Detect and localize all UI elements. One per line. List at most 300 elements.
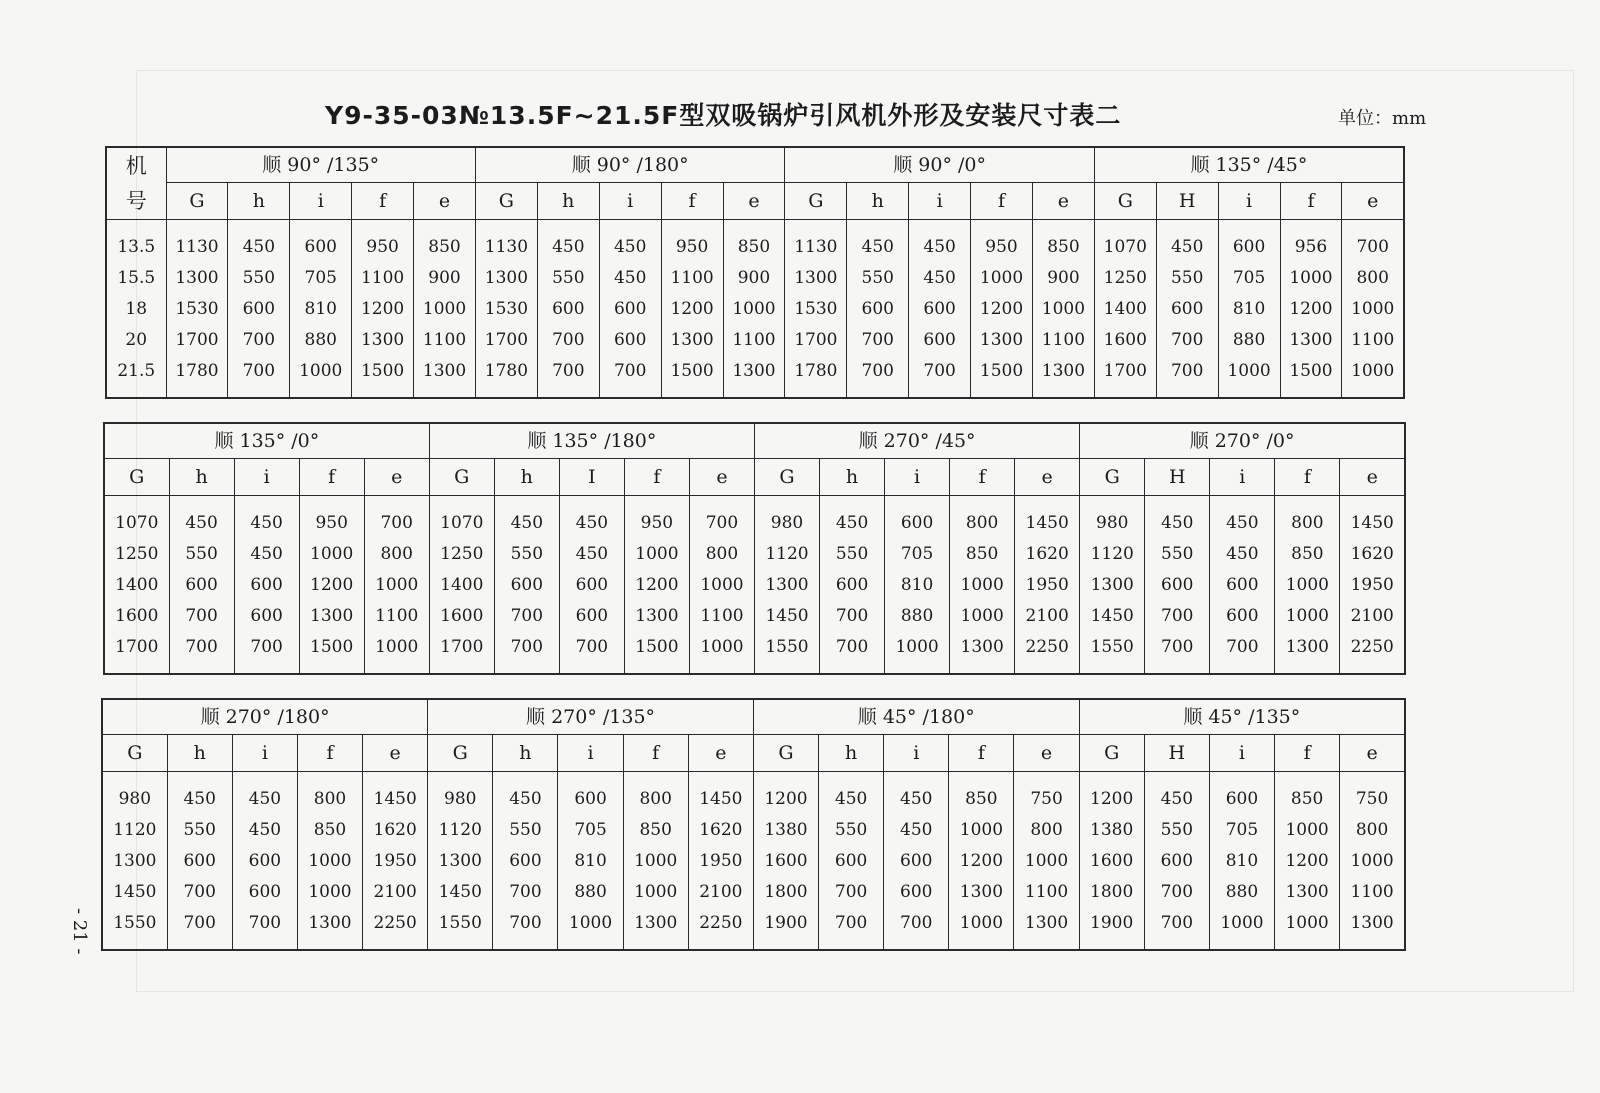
table-cell: 1400 (1094, 294, 1156, 325)
table-row (104, 570, 1405, 601)
table-cell: 700 (169, 632, 234, 674)
group-header-row (104, 423, 1405, 459)
table-cell: 1300 (1080, 570, 1145, 601)
parameter-header: i (599, 183, 661, 220)
table-cell: 800 (1275, 496, 1340, 540)
table-cell: 1300 (623, 908, 688, 950)
table-cell: 1300 (1014, 908, 1079, 950)
table-cell: 1300 (1275, 877, 1340, 908)
table-cell: 450 (820, 496, 885, 540)
table-cell: 1300 (661, 325, 723, 356)
group-header: 顺 45° /135° (1079, 699, 1405, 735)
table-cell: 700 (1144, 908, 1209, 950)
table-cell: 1000 (297, 877, 362, 908)
table-cell: 700 (847, 325, 909, 356)
table-cell: 1200 (949, 846, 1014, 877)
table-cell: 550 (169, 539, 234, 570)
table-cell: 450 (167, 772, 232, 816)
parameter-header: h (537, 183, 599, 220)
table-cell: 1120 (1080, 539, 1145, 570)
table-cell: 850 (723, 220, 785, 264)
unit-label: 单位：mm (1338, 108, 1427, 129)
table-cell: 850 (297, 815, 362, 846)
table-cell: 600 (1209, 772, 1274, 816)
table-cell: 1000 (1340, 846, 1405, 877)
table-cell: 1300 (949, 877, 1014, 908)
parameter-header: G (1079, 735, 1144, 772)
parameter-header: i (884, 735, 949, 772)
table-cell: 1600 (104, 601, 169, 632)
table-cell: 1450 (754, 601, 819, 632)
table-cell: 1500 (352, 356, 414, 398)
table-cell: 1000 (949, 908, 1014, 950)
parameter-header: h (167, 735, 232, 772)
table-cell: 600 (847, 294, 909, 325)
parameter-header-row (104, 459, 1405, 496)
parameter-header: h (228, 183, 290, 220)
table-cell: 880 (558, 877, 623, 908)
machine-header-char: 号 (125, 188, 147, 213)
table-cell: 980 (102, 772, 167, 816)
parameter-header: i (290, 183, 352, 220)
table-cell: 1600 (1094, 325, 1156, 356)
table-cell: 1000 (1275, 601, 1340, 632)
table-cell: 1300 (723, 356, 785, 398)
table-cell: 1250 (429, 539, 494, 570)
table-cell: 1300 (102, 846, 167, 877)
table-cell: 1800 (753, 877, 818, 908)
parameter-header: f (1275, 735, 1340, 772)
table-cell: 450 (909, 263, 971, 294)
parameter-header: h (493, 735, 558, 772)
table-cell: 1100 (661, 263, 723, 294)
table-cell: 700 (234, 632, 299, 674)
table-cell: 600 (1145, 570, 1210, 601)
parameter-header: f (299, 459, 364, 496)
table-cell: 1400 (104, 570, 169, 601)
table-cell: 1500 (661, 356, 723, 398)
table-cell: 450 (493, 772, 558, 816)
table-cell: 1000 (689, 570, 754, 601)
parameter-header: e (723, 183, 785, 220)
table-cell: 600 (232, 877, 297, 908)
parameter-header: h (494, 459, 559, 496)
parameter-header: G (1094, 183, 1156, 220)
table-cell: 450 (232, 772, 297, 816)
table-cell: 450 (559, 539, 624, 570)
table-cell: 2100 (1015, 601, 1080, 632)
parameter-header: f (661, 183, 723, 220)
table-cell: 600 (558, 772, 623, 816)
table-cell: 880 (1209, 877, 1274, 908)
table-cell: 700 (1145, 601, 1210, 632)
table-cell: 1700 (475, 325, 537, 356)
table-cell: 850 (1275, 539, 1340, 570)
parameter-header: e (688, 735, 753, 772)
dimension-table-1 (105, 146, 1405, 399)
group-header-row (102, 699, 1405, 735)
table-cell: 1200 (299, 570, 364, 601)
table-row (106, 263, 1404, 294)
table-cell: 1000 (290, 356, 352, 398)
table-cell: 600 (884, 846, 949, 877)
table-cell: 700 (847, 356, 909, 398)
table-cell: 700 (169, 601, 234, 632)
table-cell: 450 (884, 772, 949, 816)
parameter-header: f (950, 459, 1015, 496)
table-row (104, 539, 1405, 570)
table-cell: 600 (1210, 601, 1275, 632)
table-cell: 600 (537, 294, 599, 325)
parameter-header: G (475, 183, 537, 220)
table-cell: 1200 (753, 772, 818, 816)
table-cell: 700 (537, 325, 599, 356)
group-header: 顺 270° /135° (428, 699, 754, 735)
parameter-header: e (689, 459, 754, 496)
table-cell: 1600 (1079, 846, 1144, 877)
table-cell: 800 (1014, 815, 1079, 846)
table-cell: 600 (820, 570, 885, 601)
table-cell: 600 (909, 294, 971, 325)
table-cell: 850 (1032, 220, 1094, 264)
table-cell: 600 (885, 496, 950, 540)
parameter-header: f (971, 183, 1033, 220)
table-cell: 1250 (104, 539, 169, 570)
parameter-header: e (363, 735, 428, 772)
table-cell: 700 (559, 632, 624, 674)
table-cell: 1300 (475, 263, 537, 294)
table-cell: 600 (559, 601, 624, 632)
table-cell: 705 (1218, 263, 1280, 294)
parameter-header: i (232, 735, 297, 772)
table-cell: 1550 (754, 632, 819, 674)
document-title: Y9-35-03№13.5F~21.5F型双吸锅炉引风机外形及安装尺寸表二 (325, 101, 1122, 130)
table-cell: 600 (1218, 220, 1280, 264)
table-cell: 700 (364, 496, 429, 540)
group-header: 顺 135° /180° (429, 423, 754, 459)
table-cell: 1380 (753, 815, 818, 846)
table-cell: 1780 (785, 356, 847, 398)
parameter-header: G (1080, 459, 1145, 496)
parameter-header: f (1275, 459, 1340, 496)
table-row (104, 496, 1405, 540)
table-row (102, 908, 1405, 950)
table-cell: 1300 (1280, 325, 1342, 356)
table-cell: 1550 (428, 908, 493, 950)
table-cell: 600 (167, 846, 232, 877)
table-cell: 450 (234, 539, 299, 570)
table-cell: 550 (819, 815, 884, 846)
table-cell: 1300 (950, 632, 1015, 674)
group-header: 顺 90° /180° (475, 147, 784, 183)
table-cell: 1100 (364, 601, 429, 632)
table-cell: 600 (909, 325, 971, 356)
parameter-header: i (909, 183, 971, 220)
parameter-header: e (1342, 183, 1404, 220)
table-cell: 1300 (1340, 908, 1405, 950)
parameter-header: G (428, 735, 493, 772)
group-header: 顺 135° /45° (1094, 147, 1404, 183)
table-cell: 1100 (1014, 877, 1079, 908)
machine-number-cell: 13.5 (106, 220, 166, 264)
table-cell: 1700 (429, 632, 494, 674)
table-cell: 1000 (885, 632, 950, 674)
table-cell: 1500 (299, 632, 364, 674)
parameter-header: G (785, 183, 847, 220)
table-cell: 1450 (1080, 601, 1145, 632)
parameter-header: e (364, 459, 429, 496)
table-cell: 1000 (689, 632, 754, 674)
table-cell: 705 (558, 815, 623, 846)
table-cell: 450 (169, 496, 234, 540)
table-cell: 1700 (104, 632, 169, 674)
table-cell: 700 (167, 877, 232, 908)
table-cell: 1000 (624, 539, 689, 570)
table-cell: 1000 (414, 294, 476, 325)
table-cell: 880 (1218, 325, 1280, 356)
parameter-header: f (949, 735, 1014, 772)
machine-number-cell: 18 (106, 294, 166, 325)
table-cell: 450 (599, 263, 661, 294)
table-cell: 550 (167, 815, 232, 846)
table-cell: 1000 (1218, 356, 1280, 398)
table-cell: 600 (599, 325, 661, 356)
parameter-header: I (559, 459, 624, 496)
parameter-header: e (414, 183, 476, 220)
table-cell: 550 (1145, 539, 1210, 570)
table-cell: 1300 (1032, 356, 1094, 398)
table-cell: 750 (1014, 772, 1079, 816)
table-row (106, 356, 1404, 398)
table-cell: 800 (364, 539, 429, 570)
table-cell: 1700 (166, 325, 228, 356)
table-cell: 550 (537, 263, 599, 294)
table-row (102, 877, 1405, 908)
parameter-header: f (1280, 183, 1342, 220)
table-cell: 1500 (971, 356, 1033, 398)
table-cell: 1450 (1340, 496, 1405, 540)
table-cell: 980 (1080, 496, 1145, 540)
table-cell: 450 (884, 815, 949, 846)
table-cell: 1000 (1275, 570, 1340, 601)
parameter-header: e (1015, 459, 1080, 496)
table-cell: 1000 (723, 294, 785, 325)
table-cell: 1300 (299, 601, 364, 632)
parameter-header: G (754, 459, 819, 496)
table-cell: 600 (234, 601, 299, 632)
machine-header-char: 机 (125, 153, 147, 178)
page-number: - 21 - (69, 907, 90, 955)
parameter-header: e (1032, 183, 1094, 220)
table-cell: 1100 (1340, 877, 1405, 908)
parameter-header: i (1218, 183, 1280, 220)
table-cell: 700 (820, 601, 885, 632)
table-cell: 1530 (475, 294, 537, 325)
table-cell: 2100 (1340, 601, 1405, 632)
machine-number-cell: 15.5 (106, 263, 166, 294)
parameter-header: f (623, 735, 688, 772)
table-cell: 800 (1342, 263, 1404, 294)
table-cell: 1000 (1275, 815, 1340, 846)
table-cell: 1700 (1094, 356, 1156, 398)
table-cell: 1450 (363, 772, 428, 816)
table-cell: 750 (1340, 772, 1405, 816)
table-cell: 1100 (1032, 325, 1094, 356)
table-cell: 2250 (1015, 632, 1080, 674)
table-cell: 800 (689, 539, 754, 570)
table-cell: 1900 (1079, 908, 1144, 950)
table-cell: 450 (537, 220, 599, 264)
table-cell: 880 (885, 601, 950, 632)
table-cell: 1950 (688, 846, 753, 877)
table-cell: 2250 (688, 908, 753, 950)
table-cell: 850 (623, 815, 688, 846)
table-cell: 1620 (363, 815, 428, 846)
table-cell: 1450 (102, 877, 167, 908)
table-cell: 700 (1342, 220, 1404, 264)
table-cell: 1300 (414, 356, 476, 398)
table-cell: 1620 (1340, 539, 1405, 570)
table-cell: 1400 (429, 570, 494, 601)
table-cell: 1550 (1080, 632, 1145, 674)
table-cell: 550 (493, 815, 558, 846)
parameter-header: i (1209, 735, 1274, 772)
table-cell: 450 (847, 220, 909, 264)
table-cell: 1950 (1340, 570, 1405, 601)
table-row (106, 294, 1404, 325)
parameter-header: e (1014, 735, 1079, 772)
table-cell: 1300 (785, 263, 847, 294)
table-cell: 2100 (688, 877, 753, 908)
parameter-header: h (820, 459, 885, 496)
table-row (106, 325, 1404, 356)
parameter-header: e (1340, 735, 1405, 772)
table-cell: 1000 (364, 632, 429, 674)
parameter-header: h (819, 735, 884, 772)
table-cell: 705 (290, 263, 352, 294)
machine-number-cell: 20 (106, 325, 166, 356)
table-cell: 1620 (1015, 539, 1080, 570)
table-cell: 1900 (753, 908, 818, 950)
table-cell: 700 (493, 877, 558, 908)
machine-number-header (106, 147, 166, 220)
table-cell: 450 (228, 220, 290, 264)
dimension-table-2 (103, 422, 1406, 675)
machine-number-cell: 21.5 (106, 356, 166, 398)
table-cell: 900 (723, 263, 785, 294)
table-cell: 600 (884, 877, 949, 908)
table-row (104, 601, 1405, 632)
table-cell: 450 (1144, 772, 1209, 816)
parameter-header: i (1210, 459, 1275, 496)
table-cell: 450 (1210, 496, 1275, 540)
table-cell: 1200 (1079, 772, 1144, 816)
parameter-header: H (1145, 459, 1210, 496)
table-cell: 1100 (723, 325, 785, 356)
table-cell: 450 (1145, 496, 1210, 540)
table-cell: 1000 (623, 846, 688, 877)
table-cell: 450 (494, 496, 559, 540)
table-cell: 2100 (363, 877, 428, 908)
table-cell: 1950 (363, 846, 428, 877)
dimension-table-3 (101, 698, 1406, 951)
table-cell: 450 (819, 772, 884, 816)
table-cell: 600 (819, 846, 884, 877)
table-cell: 700 (1210, 632, 1275, 674)
table-cell: 1550 (102, 908, 167, 950)
parameter-header: G (429, 459, 494, 496)
table-cell: 1700 (785, 325, 847, 356)
table-cell: 810 (885, 570, 950, 601)
table-cell: 1130 (166, 220, 228, 264)
table-cell: 1300 (428, 846, 493, 877)
table-cell: 450 (1210, 539, 1275, 570)
table-cell: 1000 (1209, 908, 1274, 950)
parameter-header: H (1144, 735, 1209, 772)
table-cell: 1530 (166, 294, 228, 325)
table-cell: 1000 (1275, 908, 1340, 950)
parameter-header-row (102, 735, 1405, 772)
table-cell: 700 (689, 496, 754, 540)
table-cell: 1450 (1015, 496, 1080, 540)
table-cell: 550 (820, 539, 885, 570)
table-cell: 600 (599, 294, 661, 325)
table-cell: 950 (352, 220, 414, 264)
parameter-header: i (558, 735, 623, 772)
table-cell: 1450 (428, 877, 493, 908)
table-cell: 1000 (1032, 294, 1094, 325)
table-cell: 1000 (971, 263, 1033, 294)
parameter-header: f (297, 735, 362, 772)
table-cell: 700 (1156, 356, 1218, 398)
parameter-header: i (885, 459, 950, 496)
table-cell: 550 (1156, 263, 1218, 294)
table-cell: 850 (1275, 772, 1340, 816)
table-cell: 1000 (1342, 356, 1404, 398)
table-cell: 850 (414, 220, 476, 264)
table-cell: 1000 (297, 846, 362, 877)
table-cell: 800 (950, 496, 1015, 540)
table-cell: 1200 (1280, 294, 1342, 325)
table-cell: 700 (493, 908, 558, 950)
table-cell: 1500 (1280, 356, 1342, 398)
parameter-header: G (166, 183, 228, 220)
table-cell: 980 (754, 496, 819, 540)
table-cell: 810 (1218, 294, 1280, 325)
table-cell: 1070 (429, 496, 494, 540)
table-row (106, 220, 1404, 264)
table-cell: 900 (414, 263, 476, 294)
table-cell: 1300 (297, 908, 362, 950)
table-cell: 950 (624, 496, 689, 540)
table-cell: 1300 (166, 263, 228, 294)
table-cell: 1000 (1342, 294, 1404, 325)
table-cell: 950 (299, 496, 364, 540)
table-cell: 1200 (1275, 846, 1340, 877)
table-cell: 450 (599, 220, 661, 264)
table-cell: 700 (909, 356, 971, 398)
table-cell: 600 (228, 294, 290, 325)
table-row (102, 772, 1405, 816)
table-cell: 700 (1144, 877, 1209, 908)
table-cell: 700 (1145, 632, 1210, 674)
table-cell: 1000 (558, 908, 623, 950)
table-cell: 1200 (971, 294, 1033, 325)
table-cell: 700 (819, 877, 884, 908)
table-cell: 1000 (1014, 846, 1079, 877)
table-cell: 1000 (950, 570, 1015, 601)
table-row (104, 632, 1405, 674)
